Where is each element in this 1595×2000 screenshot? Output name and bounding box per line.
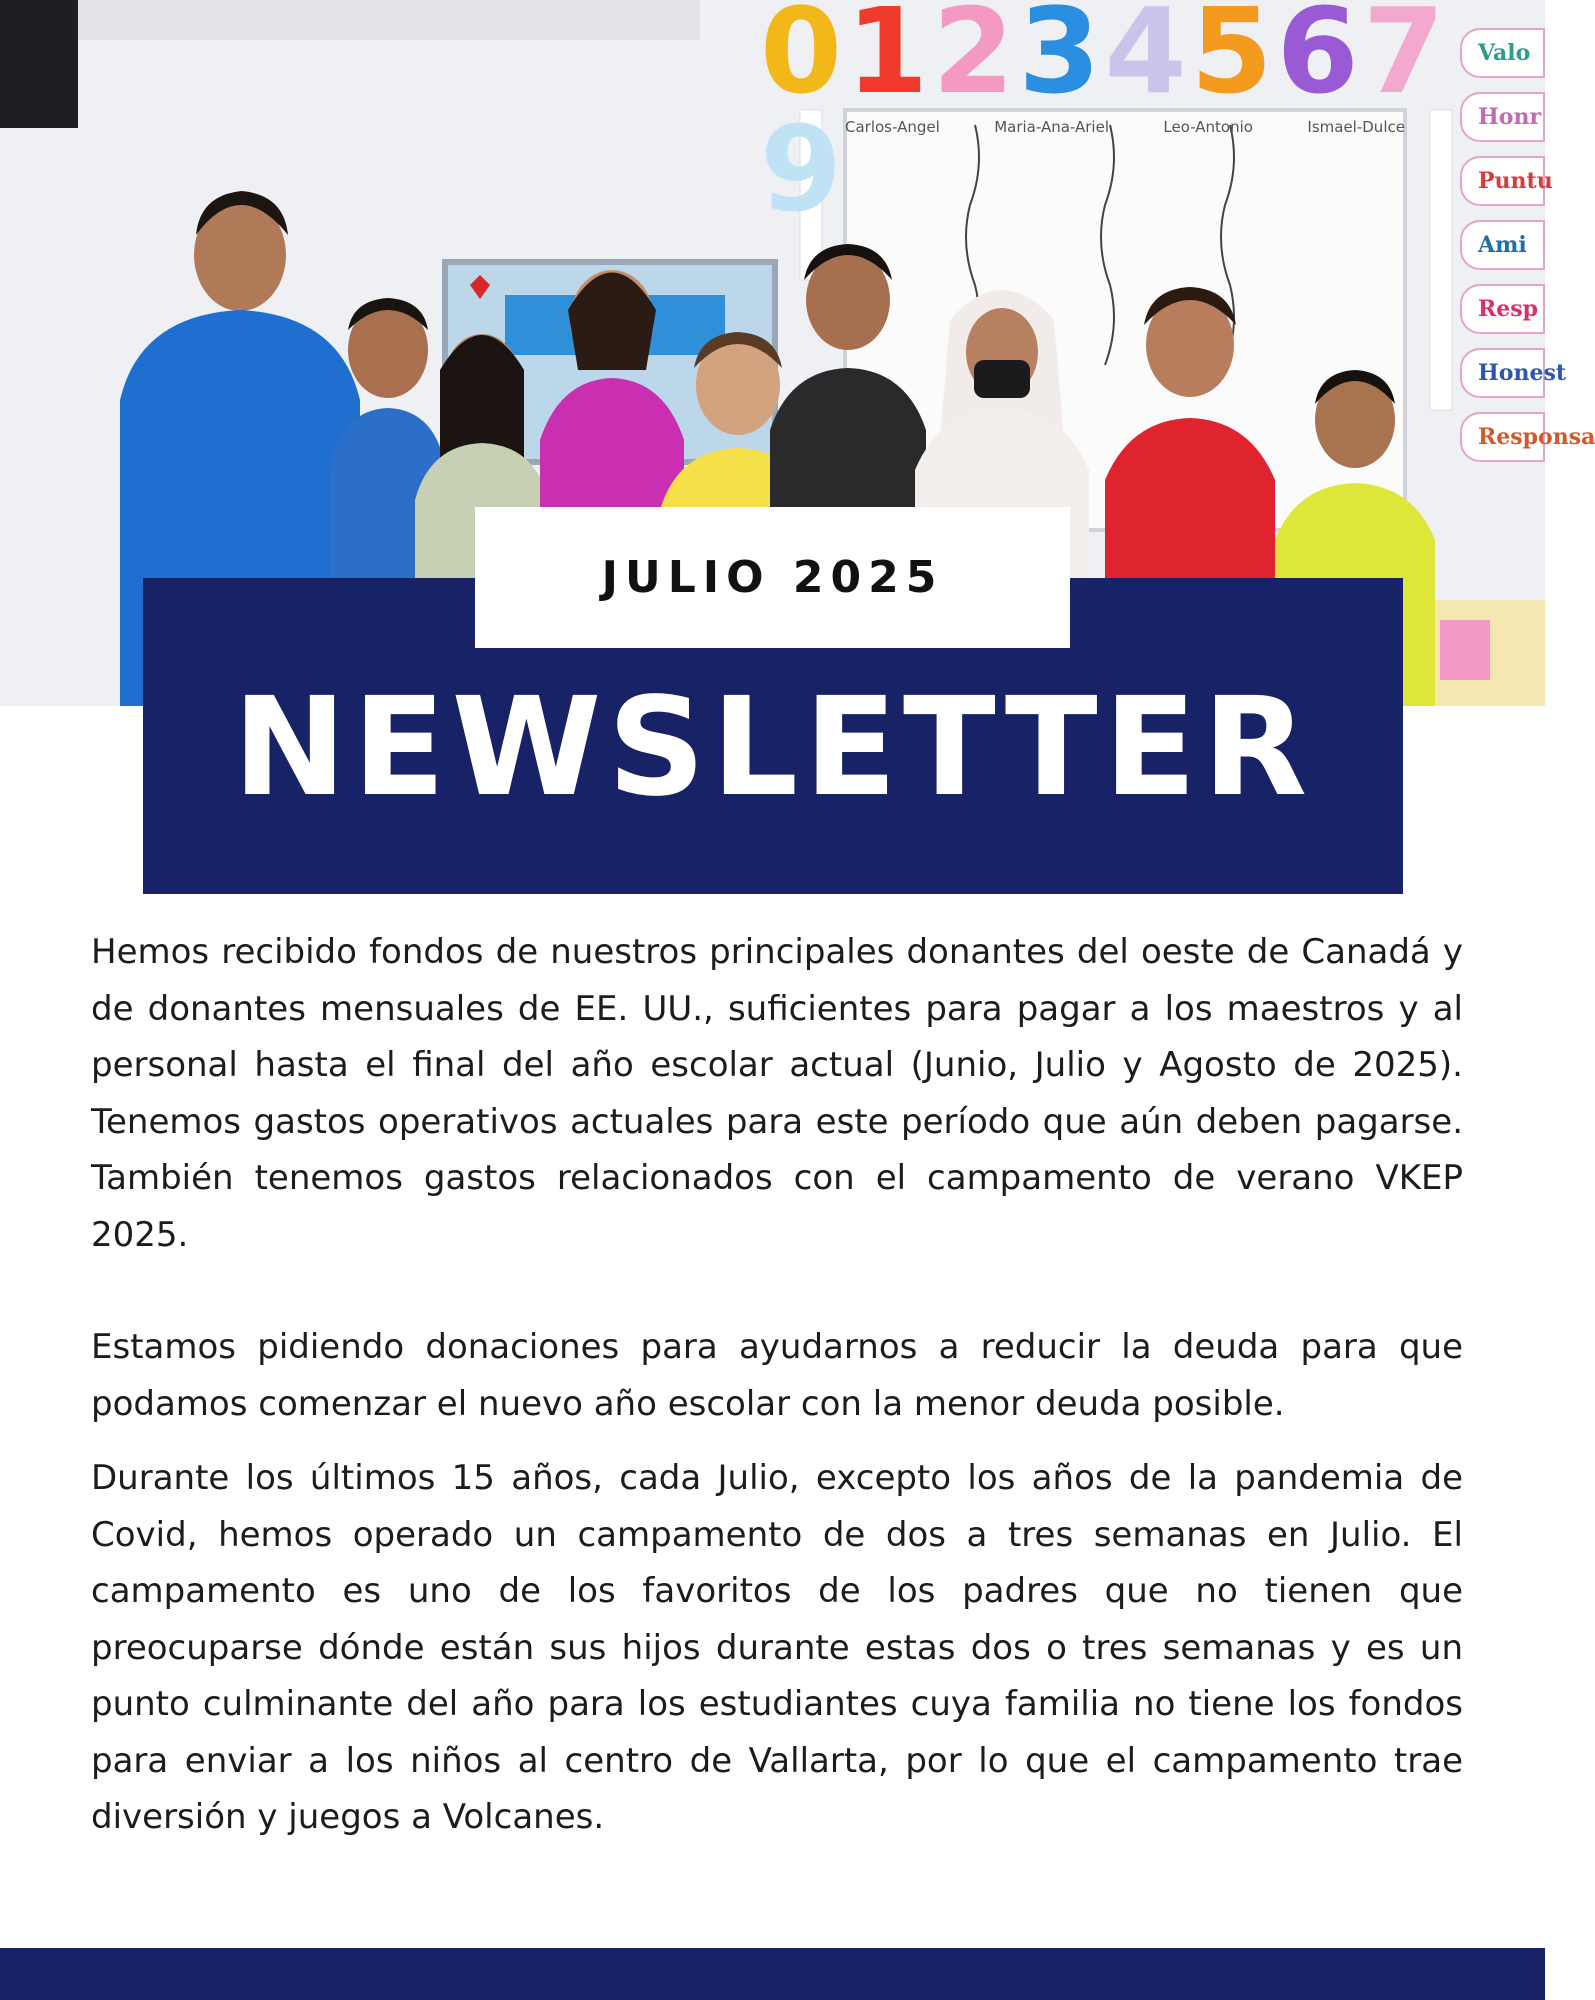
wall-number: 7 (1362, 0, 1449, 120)
value-card: Ami (1460, 220, 1545, 270)
wall-number: 1 (846, 0, 933, 120)
value-card: Honest (1460, 348, 1545, 398)
wall-number: 6 (1276, 0, 1363, 120)
whiteboard-name: Leo-Antonio (1163, 118, 1253, 136)
date-box (475, 507, 1070, 648)
value-card: Puntu (1460, 156, 1545, 206)
wall-number: 4 (1104, 0, 1191, 120)
wall-number: 0 (760, 0, 847, 120)
wall-number: 9 (760, 100, 847, 238)
whiteboard-names (845, 118, 1405, 136)
value-card: Resp (1460, 284, 1545, 334)
values-cards (1460, 0, 1595, 734)
wall-number: 5 (1190, 0, 1277, 120)
paragraph-donation-request: Estamos pidiendo donaciones para ayudarnos a reducir la deuda para que podamos comenzar el nuevo año escolar con la menor deuda posible. (91, 1327, 1463, 1424)
whiteboard-name: Carlos-Angel (845, 118, 940, 136)
wall-number: 3 (1018, 0, 1105, 120)
issue-date: JULIO 2025 (601, 552, 944, 603)
value-card: Responsa (1460, 412, 1545, 462)
newsletter-title: NEWSLETTER (232, 669, 1314, 827)
whiteboard-name: Ismael-Dulce (1307, 118, 1405, 136)
wall-number: 2 (932, 0, 1019, 120)
paragraph-summer-camp: Durante los últimos 15 años, cada Julio, excepto los años de la pandemia de Covid, hemos operado un campamento de dos a tres semanas en Julio. El campamento es uno de los favoritos de los padres que no tienen que preocuparse dónde están sus hijos durante estas dos o tres semanas y es un punto culminante del año para los estudiantes cuya familia no tiene los fondos para enviar a los niños al centro de Vallarta, por lo que el campamento trae diversión y juegos a Volcanes. (91, 1458, 1463, 1837)
value-card: Valo (1460, 28, 1545, 78)
article-body (91, 924, 1463, 1846)
wall-number-line (760, 0, 1545, 238)
paragraph-funding: Hemos recibido fondos de nuestros principales donantes del oeste de Canadá y de donantes mensuales de EE. UU., suficientes para pagar a los maestros y al personal hasta el final del año escolar actual (Junio, Julio y Agosto de 2025). Tenemos gastos operativos actuales para este período que aún deben pagarse. También tenemos gastos relacionados con el campamento de verano VKEP 2025. (91, 932, 1463, 1255)
value-card: Honr (1460, 92, 1545, 142)
whiteboard-name: Maria-Ana-Ariel (994, 118, 1109, 136)
tv-screen (0, 0, 78, 128)
footer-bar (0, 1948, 1545, 2000)
